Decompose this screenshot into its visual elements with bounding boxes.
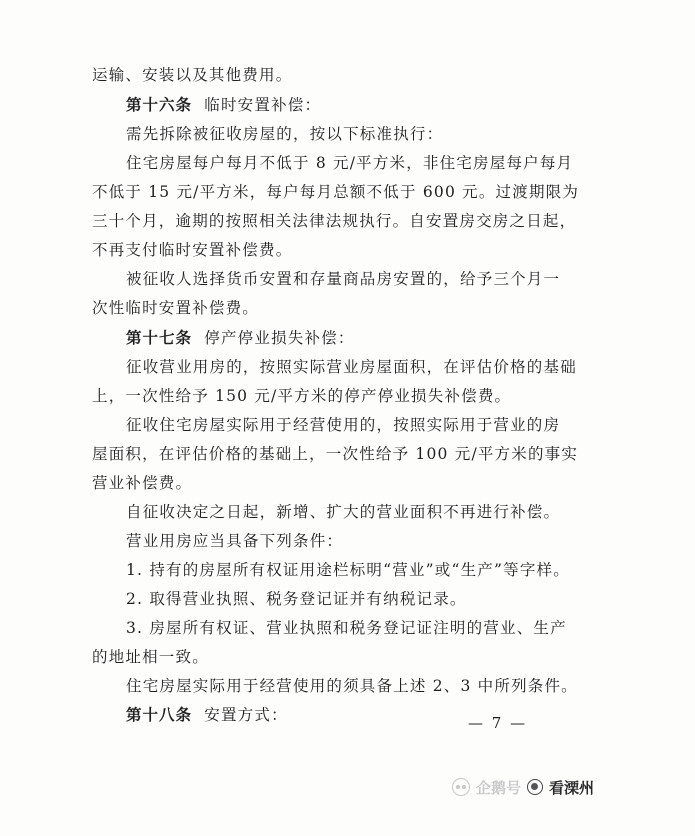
text-line: 的地址相一致。 <box>92 648 209 666</box>
article-16-heading <box>126 95 321 115</box>
text-line: 营业用房应当具备下列条件： <box>126 532 344 550</box>
text-line: 营业补偿费。 <box>92 474 193 492</box>
article-title: 安置方式： <box>204 706 288 724</box>
article-17-heading <box>126 328 355 348</box>
text-line: 三十个月，逾期的按照相关法律法规执行。自安置房交房之日起， <box>92 212 577 230</box>
penguin-icon <box>452 778 470 796</box>
text-line: 住宅房屋实际用于经营使用的须具备上述 2、3 中所列条件。 <box>126 677 578 695</box>
text-line: 屋面积，在评估价格的基础上，一次性给予 100 元/平方米的事实 <box>92 445 579 463</box>
account-badge-icon <box>527 779 543 795</box>
text-line: 次性临时安置补偿费。 <box>92 299 260 317</box>
text-line: 住宅房屋每户每月不低于 8 元/平方米，非住宅房屋每户每月 <box>126 154 574 172</box>
text-line: 不低于 15 元/平方米，每户每月总额不低于 600 元。过渡期限为 <box>92 183 580 201</box>
text-line: 需先拆除被征收房屋的，按以下标准执行： <box>126 125 444 143</box>
article-title: 停产停业损失补偿： <box>204 329 355 347</box>
list-item: 2. 取得营业执照、税务登记证并有纳税记录。 <box>126 590 467 608</box>
text-line: 自征收决定之日起，新增、扩大的营业面积不再进行补偿。 <box>126 503 561 521</box>
article-18-heading <box>126 705 288 725</box>
text-line: 被征收人选择货币安置和存量商品房安置的，给予三个月一 <box>126 270 561 288</box>
text-line: 上，一次性给予 150 元/平方米的停产停业损失补偿费。 <box>92 387 512 405</box>
text-line: 征收营业用房的，按照实际营业房屋面积，在评估价格的基础 <box>126 358 577 376</box>
article-title: 临时安置补偿： <box>204 96 322 114</box>
list-item: 1. 持有的房屋所有权证用途栏标明“营业”或“生产”等字样。 <box>126 561 570 579</box>
article-number: 第十六条 <box>126 96 193 114</box>
text-line: 运输、安装以及其他费用。 <box>92 66 293 84</box>
watermark <box>452 776 594 798</box>
watermark-account: 看溧州 <box>549 778 595 797</box>
article-number: 第十八条 <box>126 706 193 724</box>
page-number: — 7 — <box>468 714 528 732</box>
text-line: 征收住宅房屋实际用于经营使用的，按照实际用于营业的房 <box>126 416 561 434</box>
list-item: 3. 房屋所有权证、营业执照和税务登记证注明的营业、生产 <box>126 619 567 637</box>
article-number: 第十七条 <box>126 329 193 347</box>
watermark-platform: 企鹅号 <box>476 778 522 797</box>
text-line: 不再支付临时安置补偿费。 <box>92 241 293 259</box>
